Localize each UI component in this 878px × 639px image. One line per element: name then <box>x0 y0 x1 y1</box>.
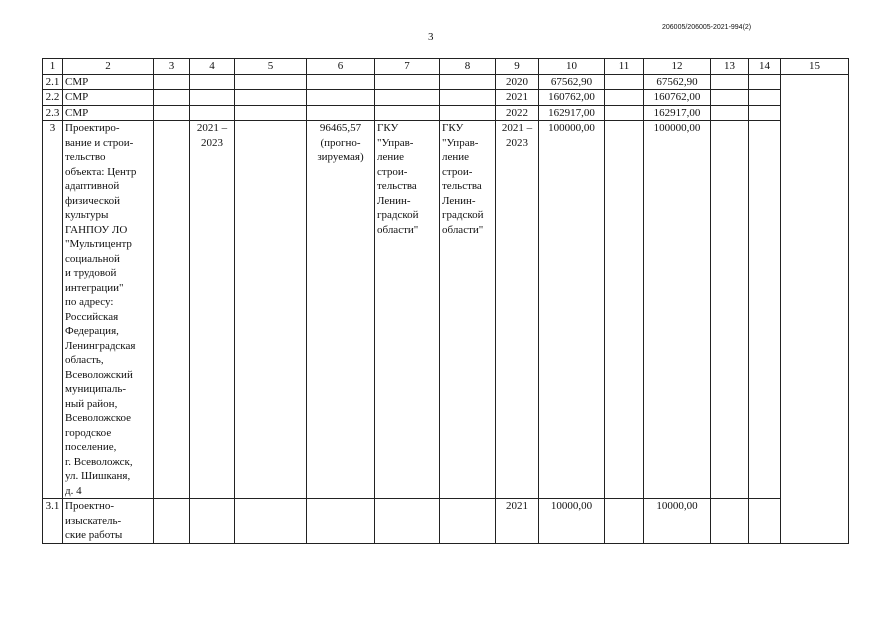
column-header: 7 <box>375 59 440 75</box>
row-name: Проектиро- вание и строи- тельство объекта: Центр адаптивной физической культуры ГАНПОУ ЛО "Мультицентр социальной и трудовой интеграции" по адресу: Российская Федерация, Ленинградская область, Всеволожский муниципаль- ный район, Всеволожское городское поселение, г. Всеволожск, ул. Шишканя, д. 4 <box>63 121 154 499</box>
table-row <box>43 90 849 106</box>
row-number: 3.1 <box>43 499 63 544</box>
document-id: 206005/206005-2021-994(2) <box>662 24 752 31</box>
row-amount: 67562,90 <box>539 74 605 90</box>
column-header: 5 <box>235 59 307 75</box>
page-number: 3 <box>428 31 434 43</box>
row-developer: ГКУ "Управ- ление строи- тельства Ленин- градской области" <box>440 121 496 499</box>
column-header: 10 <box>539 59 605 75</box>
column-header: 6 <box>307 59 375 75</box>
row-name: Проектно- изыскатель- ские работы <box>63 499 154 544</box>
row-customer: ГКУ "Управ- ление строи- тельства Ленин- градской области" <box>375 121 440 499</box>
column-header: 14 <box>749 59 781 75</box>
column-15-cell <box>781 74 849 543</box>
row-amount: 160762,00 <box>539 90 605 106</box>
row-estimated-cost: 96465,57 (прогно- зируемая) <box>307 121 375 499</box>
row-number: 3 <box>43 121 63 499</box>
table-row <box>43 499 849 544</box>
row-name: СМР <box>63 105 154 121</box>
column-header: 3 <box>154 59 190 75</box>
row-amount: 10000,00 <box>539 499 605 544</box>
row-amount-total: 67562,90 <box>644 74 711 90</box>
row-number: 2.3 <box>43 105 63 121</box>
row-amount-total: 160762,00 <box>644 90 711 106</box>
column-header: 4 <box>190 59 235 75</box>
row-year: 2020 <box>496 74 539 90</box>
row-amount-total: 100000,00 <box>644 121 711 499</box>
row-amount: 100000,00 <box>539 121 605 499</box>
column-header: 13 <box>711 59 749 75</box>
row-name: СМР <box>63 90 154 106</box>
row-year: 2022 <box>496 105 539 121</box>
column-header: 2 <box>63 59 154 75</box>
row-number: 2.2 <box>43 90 63 106</box>
column-header: 15 <box>781 59 849 75</box>
table-row <box>43 74 849 90</box>
column-header: 1 <box>43 59 63 75</box>
column-header: 11 <box>605 59 644 75</box>
row-name: СМР <box>63 74 154 90</box>
row-year: 2021 <box>496 90 539 106</box>
table-row <box>43 121 849 499</box>
column-header: 8 <box>440 59 496 75</box>
row-amount: 162917,00 <box>539 105 605 121</box>
row-number: 2.1 <box>43 74 63 90</box>
table-row <box>43 105 849 121</box>
data-table <box>42 58 849 544</box>
row-period: 2021 – 2023 <box>190 121 235 499</box>
row-amount-total: 10000,00 <box>644 499 711 544</box>
row-amount-total: 162917,00 <box>644 105 711 121</box>
column-header: 12 <box>644 59 711 75</box>
column-header: 9 <box>496 59 539 75</box>
column-number-row <box>43 59 849 75</box>
row-year: 2021 <box>496 499 539 544</box>
row-year: 2021 – 2023 <box>496 121 539 499</box>
